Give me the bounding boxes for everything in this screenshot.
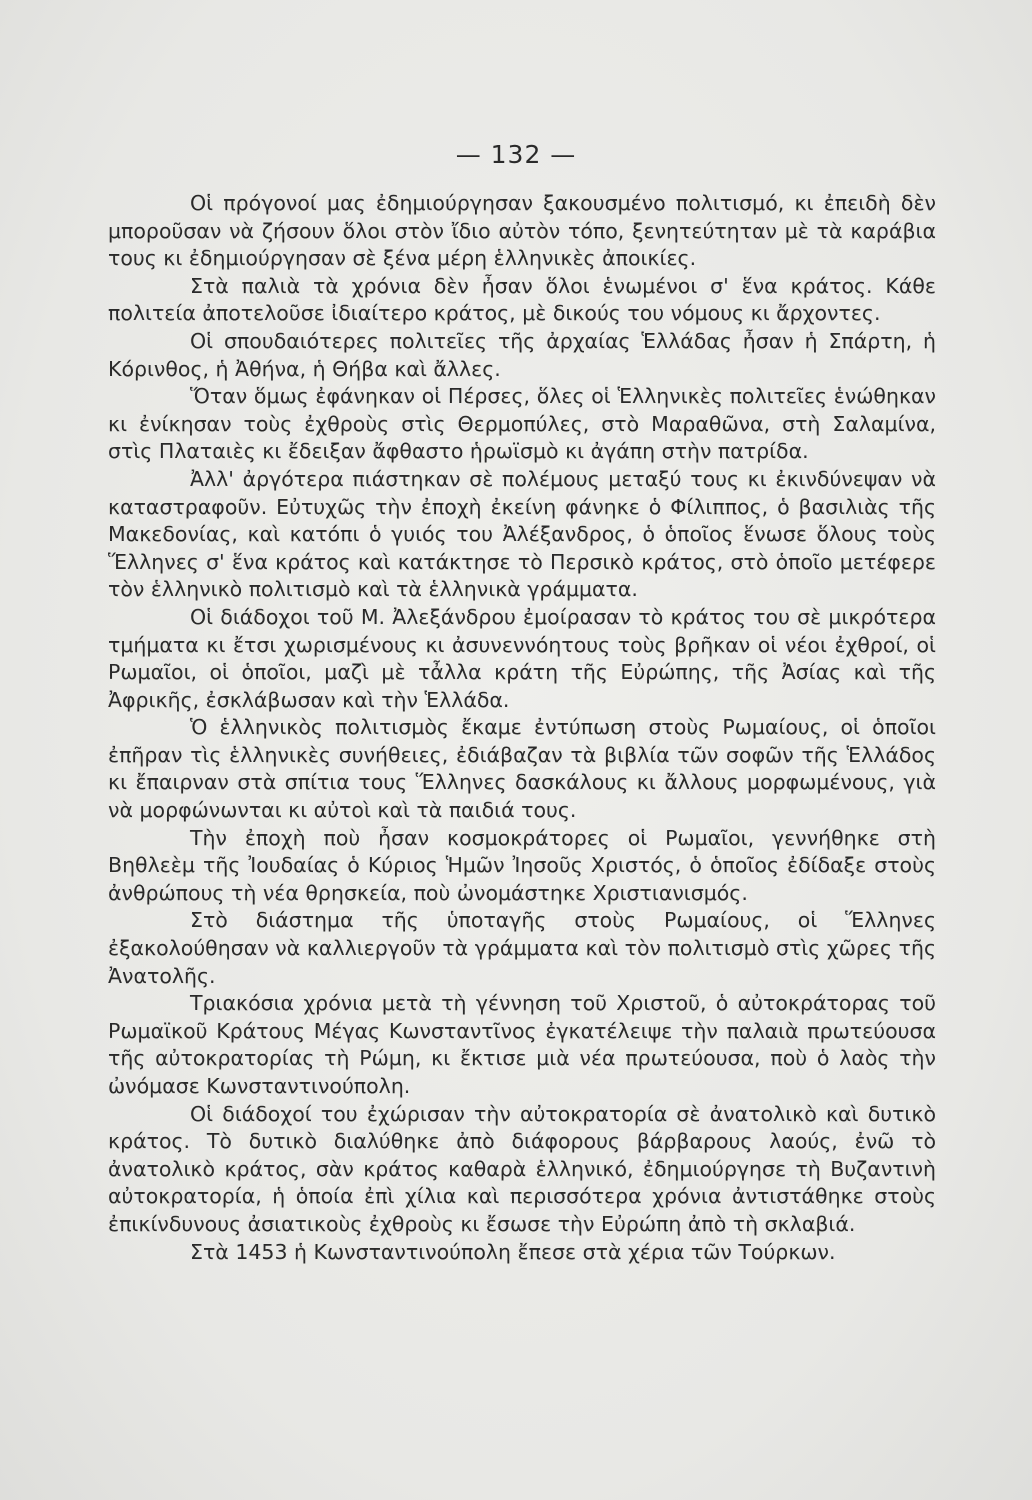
paragraph: Τὴν ἐποχὴ ποὺ ἦσαν κοσμοκράτορες οἱ Ρωμαῖοι, γεννήθηκε στὴ Βηθλεὲμ τῆς Ἰουδαίας ὁ Κύριος Ἡμῶν Ἰησοῦς Χριστός, ὁ ὁποῖος ἐδίδαξε στοὺς ἀνθρώπους τὴ νέα θρησκεία, ποὺ ὠνομάστηκε Χριστιανισμός. bbox=[108, 825, 936, 905]
paragraph: Ὁ ἑλληνικὸς πολιτισμὸς ἔκαμε ἐντύπωση στοὺς Ρωμαίους, οἱ ὁποῖοι ἐπῆραν τὶς ἑλληνικὲς συνήθειες, ἐδιάβαζαν τὰ βιβλία τῶν σοφῶν τῆς Ἑλλάδος κι ἔπαιρναν στὰ σπίτια τους Ἕλληνες δασκάλους κι ἄλλους μορφωμένους, γιὰ νὰ μορφώνωνται κι αὐτοὶ καὶ τὰ παιδιά τους. bbox=[108, 715, 936, 823]
paragraph: Οἱ πρόγονοί μας ἐδημιούργησαν ξακουσμένο πολιτισμό, κι ἐπειδὴ δὲν μποροῦσαν νὰ ζήσουν ὅλοι στὸν ἴδιο αὐτὸν τόπο, ξενητεύτηταν μὲ τὰ καράβια τους κι ἐδημιούργησαν σὲ ξένα μέρη ἑλληνικὲς ἀποικίες. bbox=[108, 191, 936, 271]
paragraph: Οἱ διάδοχοι τοῦ Μ. Ἀλεξάνδρου ἐμοίρασαν τὸ κράτος του σὲ μικρότερα τμήματα κι ἔτσι χωρισμένους κι ἀσυνεννόητους τοὺς βρῆκαν οἱ νέοι ἐχθροί, οἱ Ρωμαῖοι, οἱ ὁποῖοι, μαζὶ μὲ τἆλλα κράτη τῆς Εὐρώπης, τῆς Ἀσίας καὶ τῆς Ἀφρικῆς, ἐσκλάβωσαν καὶ τὴν Ἑλλάδα. bbox=[108, 604, 936, 712]
paragraph: Στὰ 1453 ἡ Κωνσταντινούπολη ἔπεσε στὰ χέρια τῶν Τούρκων. bbox=[190, 1239, 836, 1264]
page-number: — 132 — bbox=[455, 140, 577, 169]
paragraph: Τριακόσια χρόνια μετὰ τὴ γέννηση τοῦ Χριστοῦ, ὁ αὐτοκράτορας τοῦ Ρωμαϊκοῦ Κράτους Μέγας Κωνσταντῖνος ἐγκατέλειψε τὴν παλαιὰ πρωτεύουσα τῆς αὐτοκρατορίας τὴ Ρώμη, κι ἔκτισε μιὰ νέα πρωτεύουσα, ποὺ ὁ λαὸς τὴν ὠνόμασε Κωνσταντινούπολη. bbox=[108, 991, 936, 1098]
paragraph: Στὸ διάστημα τῆς ὑποταγῆς στοὺς Ρωμαίους, οἱ Ἕλληνες ἐξακολούθησαν νὰ καλλιεργοῦν τὰ γράμματα καὶ τὸν πολιτισμὸ στὶς χῶρες τῆς Ἀνατολῆς. bbox=[108, 908, 936, 988]
body-text bbox=[108, 190, 936, 1266]
paragraph: Ἀλλ' ἀργότερα πιάστηκαν σὲ πολέμους μεταξύ τους κι ἐκινδύνεψαν νὰ καταστραφοῦν. Εὐτυχῶς τὴν ἐποχὴ ἐκείνη φάνηκε ὁ Φίλιππος, ὁ βασιλιὰς τῆς Μακεδονίας, καὶ κατόπι ὁ γυιός του Ἀλέξανδρος, ὁ ὁποῖος ἕνωσε ὅλους τοὺς Ἕλληνες σ' ἕνα κράτος καὶ κατάκτησε τὸ Περσικὸ κράτος, στὸ ὁποῖο μετέφερε τὸν ἑλληνικὸ πολιτισμὸ καὶ τὰ ἑλληνικὰ γράμματα. bbox=[108, 466, 936, 602]
paragraph: Ὅταν ὅμως ἐφάνηκαν οἱ Πέρσες, ὅλες οἱ Ἑλληνικὲς πολιτεῖες ἑνώθηκαν κι ἐνίκησαν τοὺς ἐχθροὺς στὶς Θερμοπύλες, στὸ Μαραθῶνα, στὴ Σαλαμίνα, στὶς Πλαταιὲς κι ἔδειξαν ἄφθαστο ἡρωϊσμὸ κι ἀγάπη στὴν πατρίδα. bbox=[108, 384, 936, 464]
paragraph: Στὰ παλιὰ τὰ χρόνια δὲν ἦσαν ὅλοι ἑνωμένοι σ' ἕνα κράτος. Κάθε πολιτεία ἀποτελοῦσε ἰδιαίτερο κράτος, μὲ δικούς του νόμους κι ἄρχοντες. bbox=[108, 273, 936, 326]
paragraph: Οἱ διάδοχοί του ἐχώρισαν τὴν αὐτοκρατορία σὲ ἀνατολικὸ καὶ δυτικὸ κράτος. Τὸ δυτικὸ διαλύθηκε ἀπὸ διάφορους βάρβαρους λαούς, ἐνῶ τὸ ἀνατολικὸ κράτος, σὰν κράτος καθαρὰ ἑλληνικό, ἐδημιούργησε τὴ Βυζαντινὴ αὐτοκρατορία, ἡ ὁποία ἐπὶ χίλια καὶ περισσότερα χρόνια ἀντιστάθηκε στοὺς ἐπικίνδυνους ἀσιατικοὺς ἐχθροὺς κι ἔσωσε τὴν Εὐρώπη ἀπὸ τὴ σκλαβιά. bbox=[108, 1101, 936, 1236]
paragraph: Οἱ σπουδαιότερες πολιτεῖες τῆς ἀρχαίας Ἑλλάδας ἦσαν ἡ Σπάρτη, ἡ Κόρινθος, ἡ Ἀθήνα, ἡ Θήβα καὶ ἄλλες. bbox=[108, 328, 936, 381]
